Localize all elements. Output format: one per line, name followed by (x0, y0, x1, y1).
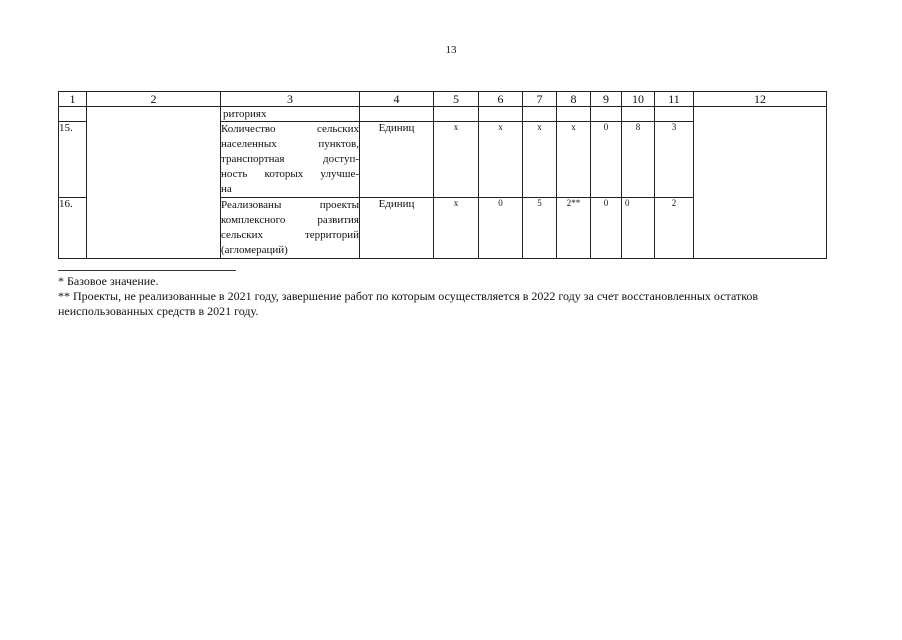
description-line: на (221, 183, 232, 195)
value-cell: 0 (622, 198, 655, 259)
header-cell: 7 (523, 92, 557, 107)
merged-column-2 (87, 107, 221, 259)
value-cell: 5 (523, 198, 557, 259)
header-cell: 9 (591, 92, 622, 107)
header-cell: 5 (434, 92, 479, 107)
footnote-projects: ** Проекты, не реализованные в 2021 году, завершение работ по которым осуществляется в 2022 году за счет восстановленных остатков неиспользованных средств в 2021 году. (58, 289, 759, 318)
indicator-description (221, 198, 360, 259)
value-cell: x (479, 122, 523, 198)
description-line: транспортная доступ- (221, 153, 359, 165)
continuation-text: риториях (221, 107, 360, 122)
value-cell: 8 (622, 122, 655, 198)
description-line: сельских территорий (221, 229, 359, 241)
value-cell: 0 (479, 198, 523, 259)
header-cell: 4 (360, 92, 434, 107)
unit-cell: Единиц (360, 122, 434, 198)
description-line: населенных пунктов, (221, 138, 359, 150)
value-cell: x (523, 122, 557, 198)
unit-cell: Единиц (360, 198, 434, 259)
header-cell: 11 (655, 92, 694, 107)
value-cell: x (434, 122, 479, 198)
page-number: 13 (445, 44, 457, 56)
header-cell: 2 (87, 92, 221, 107)
value-cell: 2 (655, 198, 694, 259)
header-cell: 6 (479, 92, 523, 107)
description-line: ность которых улучше- (221, 168, 359, 180)
value-cell: x (557, 122, 591, 198)
value-cell: 3 (655, 122, 694, 198)
footnote-divider (58, 270, 236, 271)
header-cell: 10 (622, 92, 655, 107)
row-number: 16. (59, 198, 87, 259)
value-cell: 2** (557, 198, 591, 259)
column-header-row (59, 92, 827, 107)
merged-column-12 (694, 107, 827, 259)
description-line: (агломераций) (221, 244, 288, 256)
header-cell: 8 (557, 92, 591, 107)
description-line: Реализованы проекты (221, 199, 359, 211)
indicators-table (58, 91, 827, 259)
header-cell: 3 (221, 92, 360, 107)
value-cell: x (434, 198, 479, 259)
description-line: Количество сельских (221, 123, 359, 135)
value-cell: 0 (591, 198, 622, 259)
value-cell: 0 (591, 122, 622, 198)
header-cell: 1 (59, 92, 87, 107)
header-cell: 12 (694, 92, 827, 107)
row-number: 15. (59, 122, 87, 198)
description-line: комплексного развития (221, 214, 359, 226)
continuation-row (59, 107, 827, 122)
footnote-base: * Базовое значение. (58, 274, 159, 288)
indicator-description (221, 122, 360, 198)
footnotes (58, 274, 838, 319)
